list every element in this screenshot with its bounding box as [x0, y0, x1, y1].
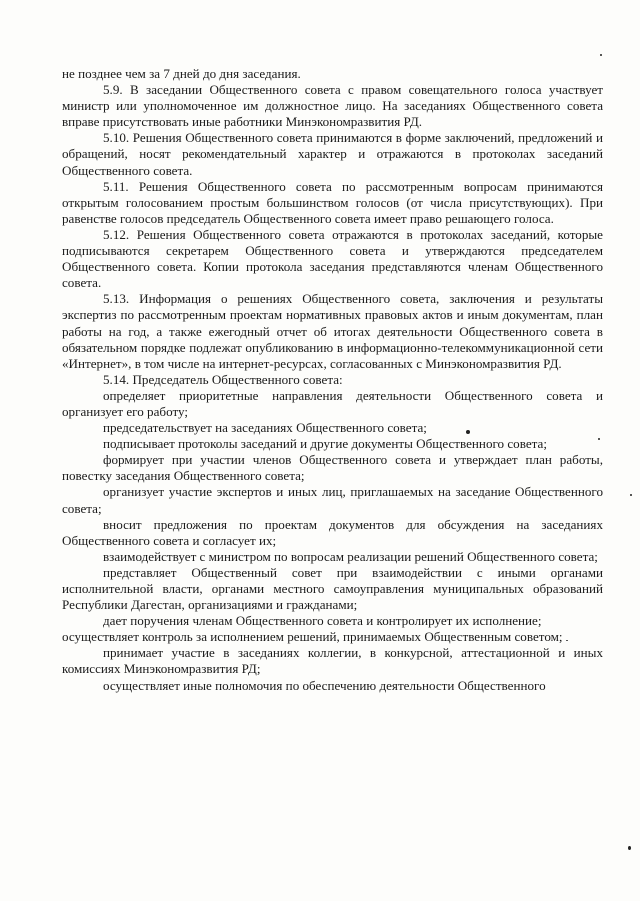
list-item: осуществляет иные полномочия по обеспечению деятельности Общественного [103, 677, 546, 693]
list-item: организует участие экспертов и иных лиц, приглашаемых на заседание Общественного совета; [62, 484, 603, 516]
list-item: дает поручения членам Общественного совета и контролирует их исполнение; [103, 613, 542, 629]
list-item: взаимодействует с министром по вопросам реализации решений Общественного совета; [103, 548, 598, 564]
paragraph: 5.13. Информация о решениях Общественного совета, заключения и результаты экспертиз по рассмотренным проектам нормативных правовых актов и иным документам, план работы на год, а также ежегодный отчет об итогах деятельности Общественного совета в обязательном порядке подлежат опубликованию в информационно-телекоммуникационной сети «Интернет», в том числе на интернет-ресурсах, согласованных с Минэкономразвития РД. [62, 291, 603, 371]
document-body [62, 66, 603, 694]
scan-speck [630, 494, 632, 496]
paragraph: 5.11. Решения Общественного совета по рассмотренным вопросам принимаются открытым голосованием простым большинством голосов (от числа присутствующих). При равенстве голосов председатель Общественного совета имеет право решающего голоса. [62, 178, 603, 226]
paragraph: 5.14. Председатель Общественного совета: [103, 371, 343, 387]
scan-speck [466, 430, 470, 434]
paragraph: 5.9. В заседании Общественного совета с правом совещательного голоса участвует министр или уполномоченное им должностное лицо. На заседаниях Общественного совета вправе присутствовать иные работники Минэкономразвития РД. [62, 82, 603, 130]
paragraph: 5.12. Решения Общественного совета отражаются в протоколах заседаний, которые подписываются секретарем Общественного совета и утверждаются председателем Общественного совета. Копии протокола заседания представляются членам Общественного совета. [62, 226, 603, 291]
list-item: принимает участие в заседаниях коллегии, в конкурсной, аттестационной и иных комиссиях Минэкономразвития РД; [62, 645, 603, 677]
list-item: подписывает протоколы заседаний и другие документы Общественного совета; [103, 436, 547, 452]
scan-speck [566, 640, 568, 641]
paragraph: 5.10. Решения Общественного совета принимаются в форме заключений, предложений и обращений, носят рекомендательный характер и отражаются в протоколах заседаний Общественного совета. [62, 130, 603, 178]
list-item: осуществляет контроль за исполнением решений, принимаемых Общественным советом; [62, 629, 563, 645]
scan-speck [628, 846, 631, 850]
list-item: председательствует на заседаниях Общественного совета; [103, 420, 427, 436]
scan-speck [600, 54, 602, 56]
scan-speck [598, 438, 600, 440]
list-item: вносит предложения по проектам документов для обсуждения на заседаниях Общественного совета и согласует их; [62, 516, 603, 548]
list-item: представляет Общественный совет при взаимодействии с иными органами исполнительной власти, органами местного самоуправления муниципальных образований Республики Дагестан, организациями и гражданами; [62, 564, 603, 613]
list-item: формирует при участии членов Общественного совета и утверждает план работы, повестку заседания Общественного совета; [62, 452, 603, 484]
paragraph: не позднее чем за 7 дней до дня заседания. [62, 66, 301, 81]
list-item: определяет приоритетные направления деятельности Общественного совета и организует его работу; [62, 387, 603, 419]
